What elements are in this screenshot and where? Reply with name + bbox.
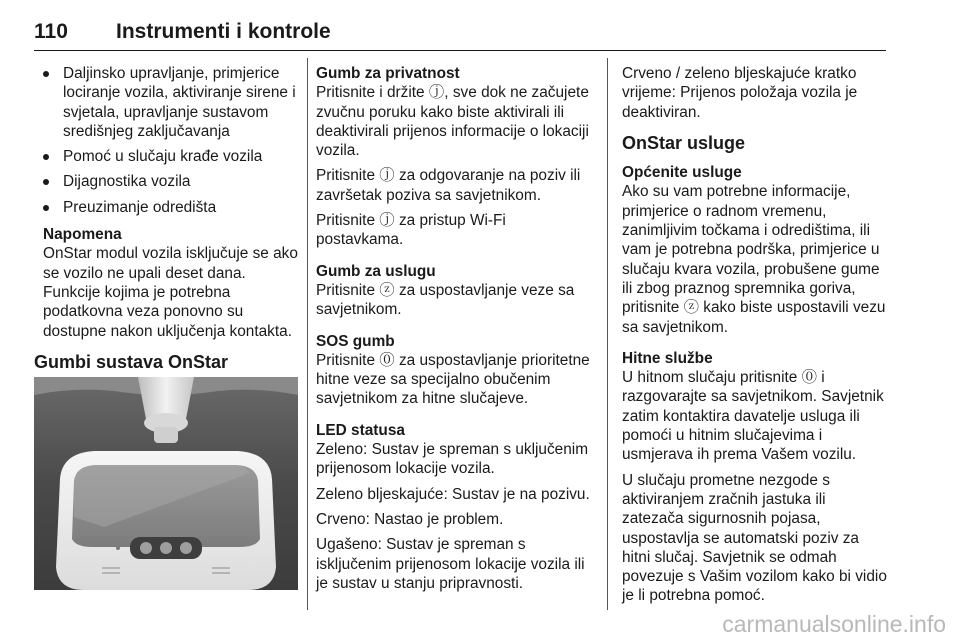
led-text-3: Crveno: Nastao je problem. <box>316 510 504 528</box>
general-services-text: Ako su vam potrebne informacije, primjerice o radnom vremenu, zanimljivim točkama i odredištima, ili vam je potrebna podrška, primjerice u slučaju kvara vozila, probušene gume ili zbog praznog spremnika goriva, pritisnite ⓩ kako biste uspostavili vezu sa savjetnikom. <box>622 183 886 336</box>
emergency-heading: Hitne službe <box>622 349 713 367</box>
privacy-text-1: Pritisnite i držite ⓙ, sve dok ne začujete zvučnu poruku kako biste aktivirali ili deaktivirali prijenos informacije o lokaciji vozila. <box>316 84 589 160</box>
privacy-button-section <box>316 64 596 250</box>
feature-list <box>34 64 298 217</box>
onstar-mirror-image <box>34 377 298 590</box>
sos-text: Pritisnite ⓪ za uspostavljanje prioritetne hitne veze sa specijalno obučenim savjetnikom za hitne slučajeve. <box>316 351 590 408</box>
page-title: Instrumenti i kontrole <box>116 20 331 43</box>
column-divider-1 <box>307 58 308 610</box>
led-text-5: Crveno / zeleno bljeskajuće kratko vrijeme: Prijenos položaja vozila je deaktiviran. <box>622 65 858 121</box>
note-heading: Napomena <box>43 226 122 244</box>
list-item: Dijagnostika vozila <box>34 172 298 191</box>
led-text-2: Zeleno bljeskajuće: Sustav je na pozivu. <box>316 485 590 503</box>
note-text: OnStar modul vozila isključuje se ako se vozilo ne upali deset dana. Funkcije kojima je potrebna podatkovna veza ponovno su dostupne nakon uključenja kontakta. <box>43 245 298 340</box>
page-header <box>34 18 886 51</box>
general-services-section <box>622 163 890 337</box>
privacy-text-3: Pritisnite ⓙ za pristup Wi-Fi postavkama. <box>316 212 506 249</box>
sos-button-section <box>316 332 596 409</box>
section-heading: Gumbi sustava OnStar <box>34 351 229 372</box>
general-services-heading: Općenite usluge <box>622 164 742 182</box>
led-heading: LED statusa <box>316 421 405 439</box>
list-item: Daljinsko upravljanje, primjerice lociranje vozila, aktiviranje sirene i svjetala, upravljanje sustavom središnjeg zaključavanja <box>34 64 298 141</box>
emergency-text-2: U slučaju prometne nezgode s aktiviranjem zračnih jastuka ili zatezača sigurnosnih pojasa, uspostavlja se automatski poziv za hitni slučaj. Savjetnik se odmah povezuje s Vašim vozilom kako bi vidio je li potrebna pomoć. <box>622 471 887 605</box>
list-item: Preuzimanje odredišta <box>34 198 298 217</box>
service-text: Pritisnite ⓩ za uspostavljanje veze sa savjetnikom. <box>316 281 575 319</box>
column-2 <box>316 64 596 599</box>
emergency-text-1: U hitnom slučaju pritisnite ⓪ i razgovarajte sa savjetnikom. Savjetnik zatim kontaktira davatelje usluga ili pomoći u hitnim slučajevima i usmjerava ih prema Vašem vozilu. <box>622 369 884 464</box>
column-3 <box>622 64 890 612</box>
note-box <box>34 225 298 341</box>
page-number: 110 <box>34 20 68 43</box>
column-1 <box>34 64 298 382</box>
list-item: Pomoć u slučaju krađe vozila <box>34 147 298 166</box>
sos-heading: SOS gumb <box>316 332 395 350</box>
privacy-heading: Gumb za privatnost <box>316 65 460 82</box>
led-text-4: Ugašeno: Sustav je spreman s isključenim prijenosom lokacije vozila ili je sustav u stanju pripravnosti. <box>316 536 585 592</box>
privacy-text-2: Pritisnite ⓙ za odgovaranje na poziv ili završetak poziva sa savjetnikom. <box>316 167 581 204</box>
watermark: carmanualsonline.info <box>722 611 946 637</box>
service-button-section <box>316 262 596 320</box>
status-led-section <box>316 421 596 593</box>
led-text-1: Zeleno: Sustav je spreman s uključenim prijenosom lokacije vozila. <box>316 441 589 478</box>
column-divider-2 <box>607 58 608 610</box>
section-heading: OnStar usluge <box>622 132 746 153</box>
service-heading: Gumb za uslugu <box>316 262 436 280</box>
emergency-services-section <box>622 349 890 606</box>
